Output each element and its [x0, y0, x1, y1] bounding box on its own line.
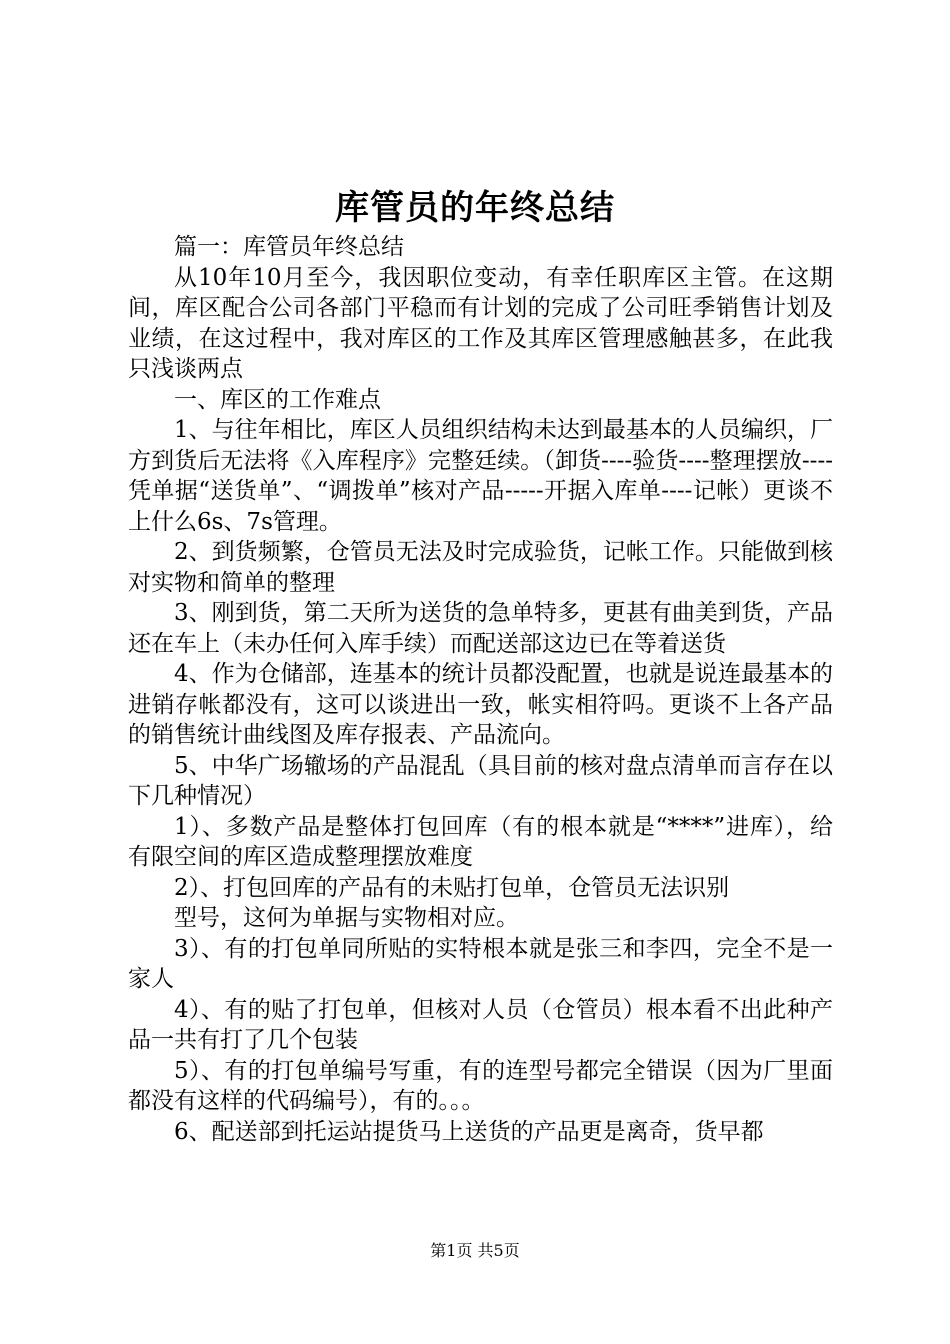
paragraph: 4、作为仓储部，连基本的统计员都没配置，也就是说连最基本的进销存帐都没有，这可以谈进出一致，帐实相符吗。更谈不上各产品的销售统计曲线图及库存报表、产品流向。: [128, 661, 833, 748]
paragraph: 5、中华广场辙场的产品混乱（具目前的核对盘点清单而言存在以下几种情况）: [128, 752, 833, 809]
page-number: 第1页 共5页: [430, 1241, 520, 1260]
document-body: [128, 232, 833, 1147]
paragraph: 4）、有的贴了打包单，但核对人员（仓管员）根本看不出此种产品一共有打了几个包装: [128, 996, 833, 1053]
section-heading: 篇一：库管员年终总结: [174, 234, 404, 260]
paragraph: 6、配送部到托运站提货马上送货的产品更是离奇，货早都: [174, 1118, 764, 1145]
paragraph: 3）、有的打包单同所贴的实特根本就是张三和李四，完全不是一家人: [128, 935, 833, 992]
document-title: 库管员的年终总结: [335, 188, 615, 228]
paragraph: 型号，这何为单据与实物相对应。: [174, 905, 519, 931]
paragraph: 5）、有的打包单编号写重，有的连型号都完全错误（因为厂里面都没有这样的代码编号），有的。。。: [128, 1057, 833, 1114]
paragraph: 2）、打包回库的产品有的未贴打包单，仓管员无法识别: [174, 874, 730, 901]
paragraph: 从10年10月至今，我因职位变动，有幸任职库区主管。在这期间，库区配合公司各部门平稳而有计划的完成了公司旺季销售计划及业绩，在这过程中，我对库区的工作及其库区管理感触甚多，在此我只浅谈两点: [128, 264, 833, 382]
paragraph: 2、到货频繁，仓管员无法及时完成验货，记帐工作。只能做到核对实物和简单的整理: [128, 539, 833, 596]
section-heading: 一、库区的工作难点: [174, 386, 381, 413]
paragraph: 1）、多数产品是整体打包回库（有的根本就是“****”进库），给有限空间的库区造成整理摆放难度: [128, 813, 833, 870]
paragraph: 3、刚到货，第二天所为送货的急单特多，更甚有曲美到货，产品还在车上（未办任何入库手续）而配送部这边已在等着送货: [128, 600, 833, 657]
paragraph: 1、与往年相比，库区人员组织结构未达到最基本的人员编织，厂方到货后无法将《入库程序》完整廷续。（卸货----验货----整理摆放----凭单据“送货单”、“调拨单”核对产品-----开据入库单----记帐）更谈不上什么6s、7s管理。: [128, 417, 833, 535]
